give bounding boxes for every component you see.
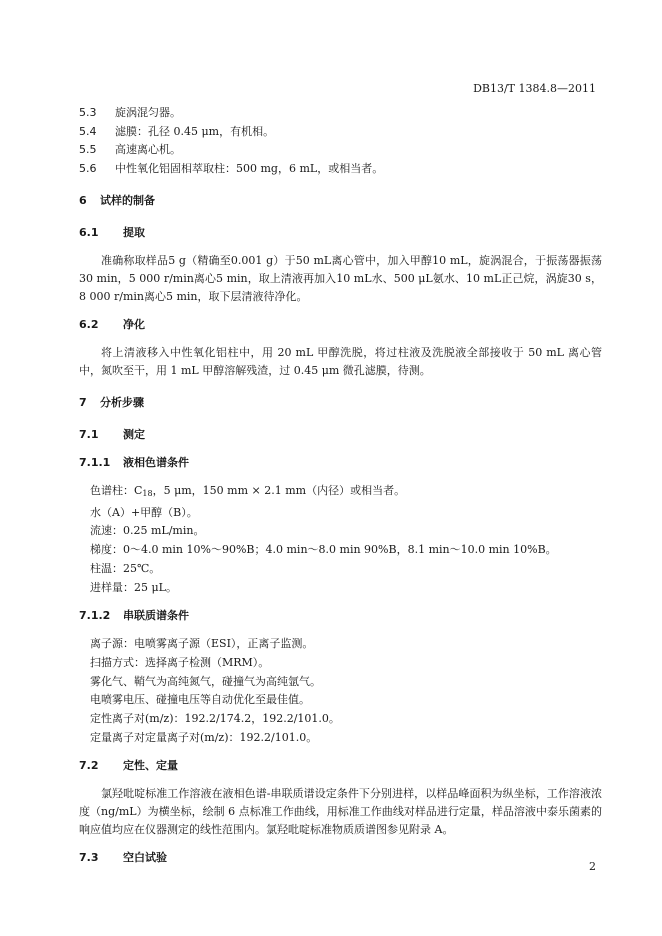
condition-line: 流速：0.25 mL/min。 (90, 524, 205, 538)
section-heading-7-1: 7.1 测定 (79, 428, 145, 441)
condition-line: 电喷雾电压、碰撞电压等自动优化至最佳值。 (90, 693, 310, 707)
paragraph: 将上清液移入中性氧化铝柱中，用 20 mL 甲醇洗脱，将过柱液及洗脱液全部接收于 50 mL 离心管中，氮吹至干，用 1 mL 甲醇溶解残渣，过 0.45 μm 微孔滤膜，待测。 (79, 346, 602, 377)
condition-line: 定性离子对(m/z)：192.2/174.2，192.2/101.0。 (90, 712, 340, 726)
page-content (79, 104, 602, 877)
list-item: 5.3 旋涡混匀器。 (79, 106, 181, 119)
section-heading-7: 7 分析步骤 (79, 396, 144, 409)
condition-line: 梯度：0～4.0 min 10%～90%B；4.0 min～8.0 min 90%B，8.1 min～10.0 min 10%B。 (90, 543, 557, 557)
section-heading-6-1: 6.1 提取 (79, 226, 145, 239)
condition-line: 水（A）+甲醇（B）。 (90, 505, 198, 519)
section-heading-7-2: 7.2 定性、定量 (79, 759, 178, 773)
condition-line: 定量离子对定量离子对(m/z)：192.2/101.0。 (90, 730, 318, 744)
condition-line: 离子源：电喷雾离子源（ESI），正离子监测。 (90, 637, 314, 651)
list-item: 5.6 中性氧化铝固相萃取柱：500 mg，6 mL，或相当者。 (79, 161, 384, 175)
condition-line: 进样量：25 μL。 (90, 580, 177, 594)
condition-line: 色谱柱：$C_{18}$，5 μm，150 mm × 2.1 mm（内径）或相当者。 (90, 484, 406, 498)
document-code: DB13/T 1384.8—2011 (473, 82, 596, 95)
condition-line: 柱温：25℃。 (90, 561, 161, 575)
list-item: 5.4 滤膜：孔径 0.45 μm，有机相。 (79, 124, 275, 138)
paragraph: 氯羟吡啶标准工作溶液在液相色谱-串联质谱设定条件下分别进样，以样品峰面积为纵坐标，工作溶液浓度（ng/mL）为横坐标，绘制 6 点标准工作曲线，用标准工作曲线对样品进行定量，样品溶液中泰乐菌素的响应值均应在仪器测定的线性范围内。氯羟吡啶标准物质质谱图参见附录 A。 (79, 787, 602, 837)
section-heading-7-1-1: 7.1.1 液相色谱条件 (79, 456, 189, 469)
paragraph: 准确称取样品5 g（精确至0.001 g）于50 mL离心管中，加入甲醇10 mL，旋涡混合，于振荡器振荡30 min，5 000 r/min离心5 min，取上清液再加入10 mL水、500 μL氨水、10 mL正己烷，涡旋30 s，8 000 r/min离心5 min，取下层清液待净化。 (79, 254, 602, 303)
section-heading-7-3: 7.3 空白试验 (79, 851, 167, 865)
section-heading-6: 6 试样的制备 (79, 194, 155, 207)
section-heading-6-2: 6.2 净化 (79, 318, 145, 331)
list-item: 5.5 高速离心机。 (79, 143, 181, 156)
page-number: 2 (589, 860, 596, 873)
section-heading-7-1-2: 7.1.2 串联质谱条件 (79, 609, 189, 623)
condition-line: 雾化气、鞘气为高纯氮气，碰撞气为高纯氩气。 (90, 674, 321, 688)
condition-line: 扫描方式：选择离子检测（MRM）。 (90, 655, 270, 669)
